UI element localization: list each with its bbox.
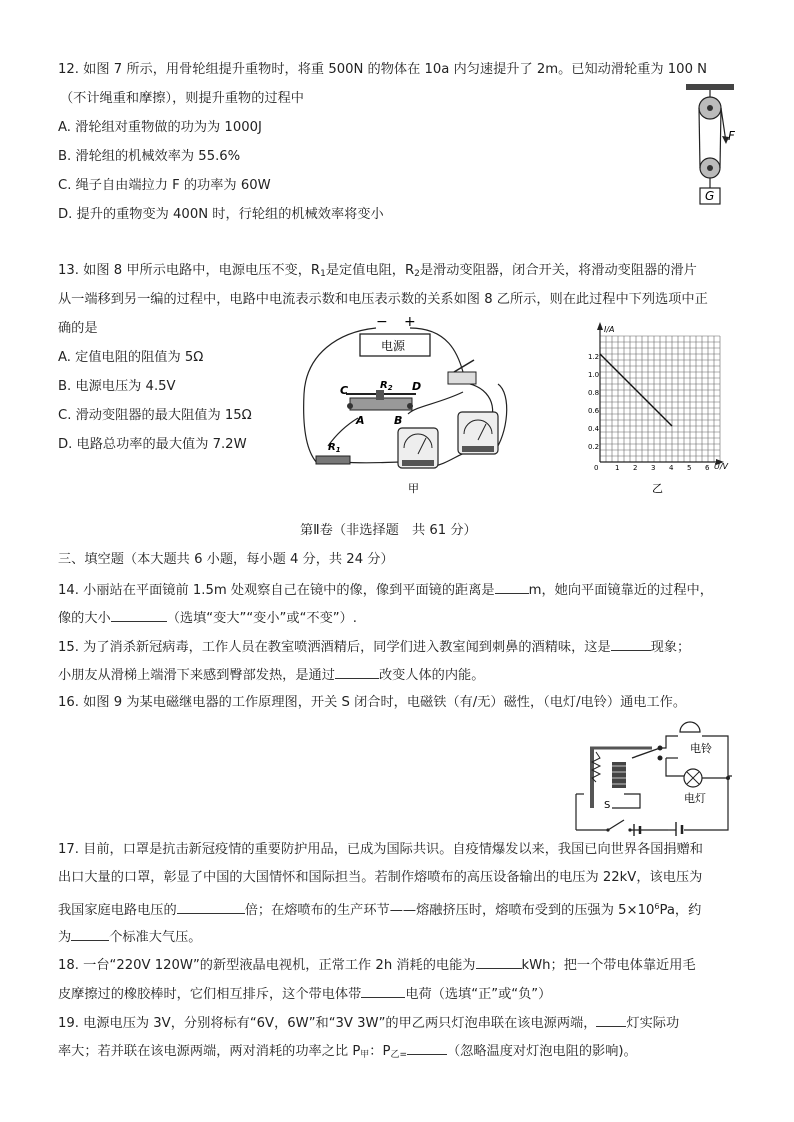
q12-option-a: A. 滑轮组对重物做的功为为 1000J bbox=[58, 120, 262, 135]
q19-sub-jia: 甲 bbox=[360, 1050, 370, 1060]
q14-line1 bbox=[58, 580, 713, 600]
q14-line2 bbox=[58, 608, 357, 628]
q17-blank-1[interactable] bbox=[177, 900, 245, 914]
terminal-b-label: B bbox=[394, 414, 403, 427]
q17-text-d: 为 bbox=[58, 930, 72, 945]
pulley-figure bbox=[684, 82, 744, 208]
q17-text-b: 倍；在熔喷布的生产环节——熔融挤压时，熔喷布受到的压强为 5×10 bbox=[244, 903, 655, 918]
q15-text-d: 改变人体的内能。 bbox=[378, 668, 485, 683]
y-tick-04: 0.4 bbox=[588, 425, 600, 433]
q17-exponent: 6 bbox=[654, 902, 660, 911]
q14-text-b: m，她向平面镜靠近的过程中， bbox=[528, 583, 713, 598]
q19-text-b: 灯实际功 bbox=[626, 1016, 680, 1031]
resistor-r1 bbox=[316, 456, 350, 464]
terminal-c-label: C bbox=[340, 384, 349, 397]
q14-text-d: （选填“变大”“变小”或“不变”）. bbox=[166, 611, 357, 626]
q12-stem-line1: 12. 如图 7 所示，用骨轮组提升重物时，将重 500N 的物体在 10a 内匀速提升了 2m。已知动滑轮重为 100 N bbox=[58, 62, 708, 77]
r2-label bbox=[380, 380, 393, 392]
y-axis-label: I/A bbox=[604, 325, 615, 334]
graph-caption: 乙 bbox=[652, 482, 663, 495]
q17-blank-2[interactable] bbox=[71, 927, 109, 941]
terminal-a-label: A bbox=[356, 414, 365, 427]
q13-stem-line1 bbox=[58, 262, 697, 283]
q12-stem-line2: （不计绳重和摩擦），则提升重物的过程中 bbox=[60, 91, 304, 106]
q13-stem-part-a: 13. 如图 8 甲所示电路中，电源电压不变，R bbox=[58, 263, 321, 278]
q19-text-a: 19. 电源电压为 3V，分别将标有“6V，6W”和“3V 3W”的甲乙两只灯泡串联在该电源两端， bbox=[58, 1016, 597, 1031]
pulley-ceiling bbox=[686, 84, 734, 90]
q17-text-e: 个标准大气压。 bbox=[109, 930, 202, 945]
x-tick-1: 1 bbox=[615, 464, 620, 472]
q19-blank-2[interactable] bbox=[407, 1041, 447, 1055]
x-tick-6: 6 bbox=[705, 464, 710, 472]
circuit-figure bbox=[298, 314, 523, 496]
q15-line2 bbox=[58, 665, 484, 685]
q18-text-d: 电荷（选填“正”或“负”） bbox=[405, 987, 552, 1002]
q19-blank-1[interactable] bbox=[596, 1013, 626, 1027]
force-label: F bbox=[728, 129, 735, 143]
q19-line2 bbox=[58, 1041, 637, 1064]
q19-text-c: 率大；若并联在该电源两端，两对消耗的功率之比 P bbox=[58, 1044, 361, 1059]
voltmeter bbox=[458, 412, 498, 454]
y-tick-10: 1.0 bbox=[588, 371, 600, 379]
q15-text-b: 现象； bbox=[650, 640, 691, 655]
q13-option-d: D. 电路总功率的最大值为 7.2W bbox=[58, 437, 247, 452]
q17-line3 bbox=[58, 898, 701, 920]
q13-stem-line3: 确的是 bbox=[58, 321, 98, 336]
r1-sub: 1 bbox=[335, 446, 341, 454]
minus-sign: − bbox=[376, 314, 388, 330]
circuit-caption: 甲 bbox=[408, 482, 419, 495]
q14-text-c: 像的大小 bbox=[58, 611, 111, 626]
r1-letter: R bbox=[328, 442, 336, 453]
r2-subscript: 2 bbox=[414, 269, 420, 279]
q15-line1 bbox=[58, 637, 690, 657]
power-source-label: 电源 bbox=[381, 339, 406, 353]
q18-blank-2[interactable] bbox=[361, 984, 405, 998]
q13-stem-part-b: 是定值电阻，R bbox=[325, 263, 415, 278]
q18-blank-1[interactable] bbox=[476, 955, 522, 969]
q19-sub-yi: 乙= bbox=[390, 1050, 407, 1060]
section-heading: 三、填空题（本大题共 6 小题，每小题 4 分，共 24 分） bbox=[58, 552, 394, 567]
q18-text-b: kWh；把一个带电体靠近用毛 bbox=[521, 958, 696, 973]
plus-sign: + bbox=[404, 314, 416, 330]
y-tick-08: 0.8 bbox=[588, 389, 600, 397]
switch-icon bbox=[608, 820, 624, 830]
weight-label: G bbox=[705, 189, 715, 203]
q18-line2 bbox=[58, 984, 551, 1004]
q14-text-a: 14. 小丽站在平面镜前 1.5m 处观察自己在镜中的像，像到平面镜的距离是 bbox=[58, 583, 495, 598]
r2-sub: 2 bbox=[387, 384, 393, 392]
q19-line1 bbox=[58, 1013, 679, 1033]
q13-stem-part-c: 是滑动变阻器，闭合开关，将滑动变阻器的滑片 bbox=[419, 263, 697, 278]
q13-option-a: A. 定值电阻的阻值为 5Ω bbox=[58, 350, 204, 365]
y-tick-02: 0.2 bbox=[588, 443, 600, 451]
switch-label: S bbox=[604, 800, 611, 811]
x-tick-0: 0 bbox=[594, 464, 599, 472]
y-tick-12: 1.2 bbox=[588, 353, 600, 361]
q17-text-a: 我国家庭电路电压的 bbox=[58, 903, 177, 918]
section-title: 第Ⅱ卷（非选择题 共 61 分） bbox=[300, 523, 477, 538]
x-axis-label: U/V bbox=[714, 462, 729, 471]
terminal-d-label: D bbox=[412, 380, 422, 393]
rheostat-r2 bbox=[346, 390, 416, 410]
ammeter bbox=[398, 428, 438, 468]
q19-text-e: （忽略温度对灯泡电阻的影响)。 bbox=[446, 1044, 637, 1059]
r1-subscript: 1 bbox=[320, 269, 326, 279]
q18-line1 bbox=[58, 955, 696, 975]
q12-option-c: C. 绳子自由端拉力 F 的功率为 60W bbox=[58, 178, 271, 193]
bell-icon bbox=[680, 722, 700, 732]
lamp-label: 电灯 bbox=[684, 792, 706, 805]
q14-blank-1[interactable] bbox=[495, 580, 529, 594]
q15-blank-2[interactable] bbox=[335, 665, 379, 679]
q14-blank-2[interactable] bbox=[111, 608, 167, 622]
q16-line1: 16. 如图 9 为某电磁继电器的工作原理图，开关 S 闭合时，电磁铁（有/无）磁性，（电灯/电铃）通电工作。 bbox=[58, 695, 687, 710]
x-tick-3: 3 bbox=[651, 464, 656, 472]
x-tick-4: 4 bbox=[669, 464, 674, 472]
r1-label bbox=[328, 442, 341, 454]
switch bbox=[448, 360, 476, 384]
q13-option-b: B. 电源电压为 4.5V bbox=[58, 379, 176, 394]
q17-text-c: Pa，约 bbox=[659, 903, 702, 918]
q18-text-a: 18. 一台“220V 120W”的新型液晶电视机，正常工作 2h 消耗的电能为 bbox=[58, 958, 476, 973]
q19-text-d: ：P bbox=[369, 1044, 391, 1059]
q15-text-a: 15. 为了消杀新冠病毒，工作人员在教室喷洒酒精后，同学们进入教室闻到刺鼻的酒精味，这是 bbox=[58, 640, 611, 655]
y-tick-06: 0.6 bbox=[588, 407, 600, 415]
q13-option-c: C. 滑动变阻器的最大阻值为 15Ω bbox=[58, 408, 252, 423]
q15-blank-1[interactable] bbox=[611, 637, 651, 651]
r2-letter: R bbox=[380, 380, 388, 391]
x-tick-2: 2 bbox=[633, 464, 638, 472]
q18-text-c: 皮摩擦过的橡胶棒时，它们相互排斥，这个带电体带 bbox=[58, 987, 362, 1002]
relay-figure bbox=[572, 712, 742, 836]
q13-stem-line2: 从一端移到另一编的过程中，电路中电流表示数和电压表示数的关系如图 8 乙所示，则在此过程中下列选项中正 bbox=[58, 292, 708, 307]
x-tick-5: 5 bbox=[687, 464, 692, 472]
q12-option-d: D. 提升的重物变为 400N 时，行轮组的机械效率将变小 bbox=[58, 207, 384, 222]
q15-text-c: 小朋友从滑梯上端滑下来感到臀部发热，是通过 bbox=[58, 668, 335, 683]
q17-line4 bbox=[58, 927, 202, 947]
iu-graph bbox=[586, 322, 746, 498]
q12-option-b: B. 滑轮组的机械效率为 55.6% bbox=[58, 149, 241, 164]
bell-label: 电铃 bbox=[690, 742, 712, 755]
q17-line2: 出口大量的口罩，彰显了中国的大国情怀和国际担当。若制作熔喷布的高压设备输出的电压为 22kV，该电压为 bbox=[58, 870, 703, 885]
q17-line1: 17. 目前，口罩是抗击新冠疫情的重要防护用品，已成为国际共识。自疫情爆发以来，我国已向世界各国捐赠和 bbox=[58, 842, 703, 857]
